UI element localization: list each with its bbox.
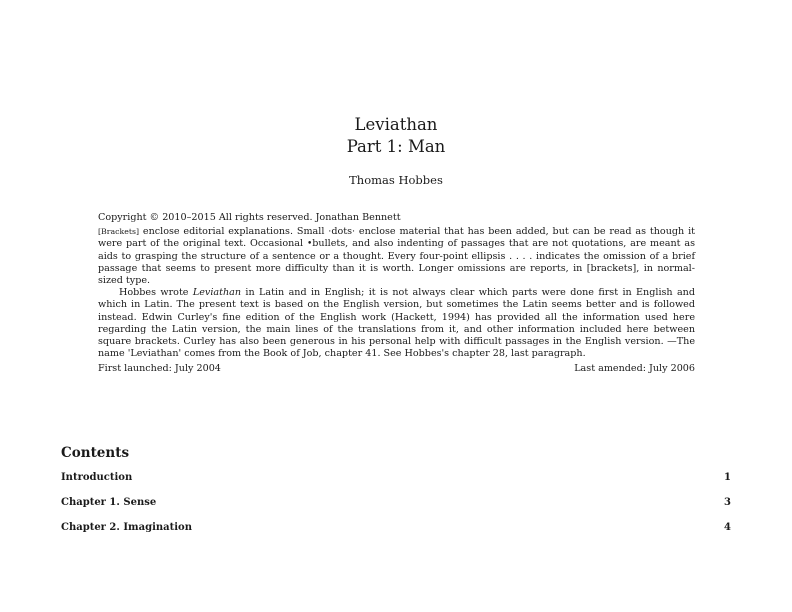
document-author: Thomas Hobbes — [349, 173, 443, 187]
toc-entry-label: Introduction — [61, 472, 133, 483]
editorial-note-part2: bullets, and also indenting of passages that are not quotations, are meant as aids to grasping the structure of a sentence or a thought. Every four-point ellipsis . . . . indicates the omission of a brief passage that seems to present more difficulty than it is worth. Longer omissions are reports, in [brackets], in normal-sized type. — [98, 238, 695, 287]
first-launched-date: First launched: July 2004 — [98, 363, 221, 375]
document-title: Leviathan — [354, 115, 438, 134]
title-block — [0, 114, 792, 188]
toc-entry-page: 4 — [724, 522, 731, 533]
toc-entry-label: Chapter 2. Imagination — [61, 522, 192, 533]
front-matter — [98, 212, 695, 376]
bullet-glyph: • — [306, 239, 313, 250]
publication-dates — [98, 363, 695, 375]
toc-entry-page: 1 — [724, 472, 731, 483]
contents-heading: Contents — [61, 445, 130, 461]
toc-entry-chapter-2[interactable] — [61, 521, 731, 534]
leviathan-italic-title: Leviathan — [192, 287, 242, 299]
editorial-note-part1: enclose editorial explanations. Small ·dots· enclose material that has been added, but can be read as though it were part of the original text. Occasional — [98, 226, 695, 250]
intro-paragraph-rest: in Latin and in English; it is not always clear which parts were done first in English and which in Latin. The present text is based on the English version, but sometimes the Latin seems better and is followed instead. Edwin Curley's fine edition of the English work (Hackett, 1994) has provided all the information used here regarding the Latin version, the main lines of the translations from it, and other information included here between square brackets. Curley has also been generous in his personal help with difficult passages in the English version. —The name 'Leviathan' comes from the Book of Job, chapter 41. See Hobbes's chapter 28, last paragraph. — [98, 287, 696, 360]
toc-entry-chapter-1[interactable] — [61, 496, 731, 509]
brackets-tag: [Brackets] — [98, 227, 140, 237]
toc-entry-page: 3 — [724, 497, 731, 508]
intro-paragraph-start: Hobbes wrote — [119, 287, 193, 299]
editorial-note — [98, 226, 695, 287]
table-of-contents — [61, 444, 731, 546]
toc-entry-label: Chapter 1. Sense — [61, 497, 157, 508]
last-amended-date: Last amended: July 2006 — [574, 363, 695, 375]
toc-entry-introduction[interactable] — [61, 471, 731, 484]
document-subtitle: Part 1: Man — [346, 137, 446, 156]
copyright-notice: Copyright © 2010–2015 All rights reserved. Jonathan Bennett — [98, 212, 401, 223]
intro-paragraph — [98, 287, 695, 360]
